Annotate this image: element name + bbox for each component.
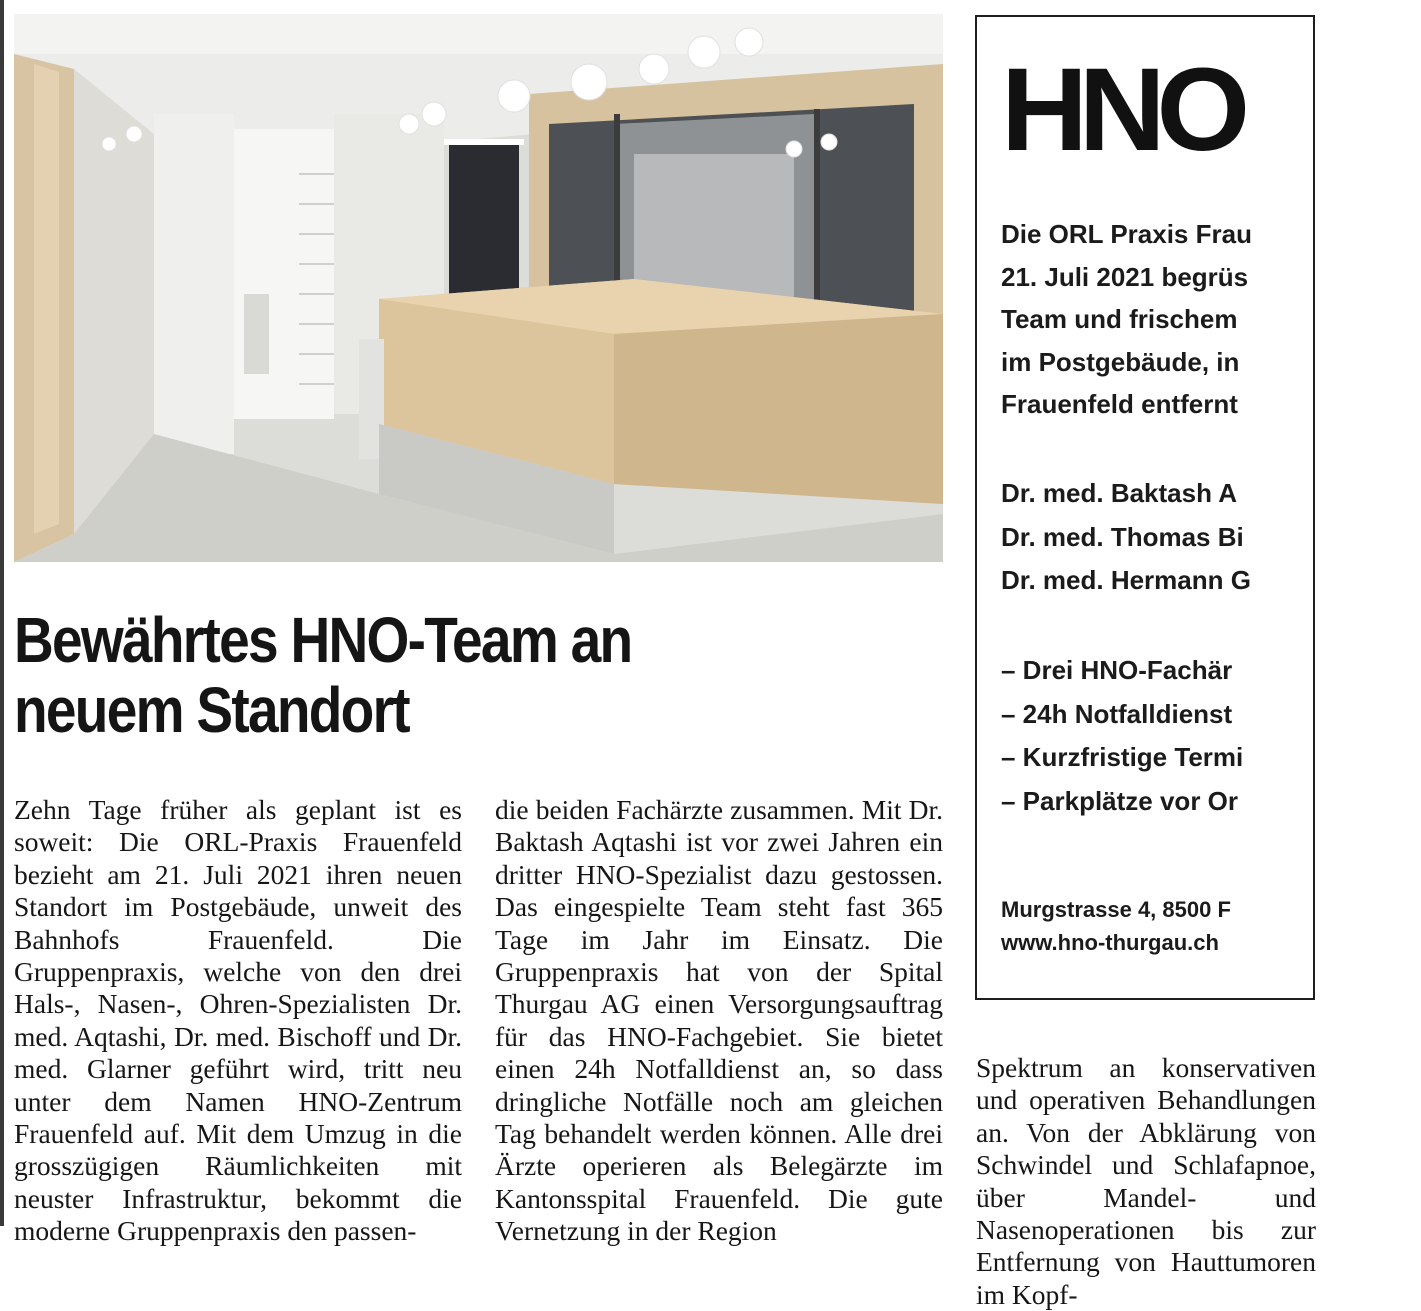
ad-doctor-item: Dr. med. Thomas Bi <box>1001 521 1244 552</box>
ad-doctor-item: Dr. med. Hermann G <box>1001 565 1251 595</box>
ad-address: Murgstrasse 4, 8500 F <box>1001 897 1231 922</box>
ad-feature-item: – Drei HNO-Fachär <box>1001 655 1233 685</box>
ad-intro-line: Team und frischem <box>1001 304 1238 334</box>
ad-doctor-list <box>1001 472 1251 603</box>
article-headline <box>14 605 814 745</box>
ad-intro-line: Frauenfeld entfernt <box>1001 389 1238 419</box>
article-column-3: Spektrum an konservativen und operativen Behandlungen an. Von der Abklärung von Schwindel und Schlafapnoe, über Mandel- und Nasenoperationen bis zur Entfernung von Hauttumoren im Kopf- <box>976 1052 1316 1310</box>
ad-intro-line: 21. Juli 2021 begrüs <box>1001 261 1249 292</box>
ad-doctor-item: Dr. med. Baktash A <box>1001 478 1238 508</box>
ad-contact <box>1001 893 1231 959</box>
reception-area-photo <box>14 14 943 562</box>
headline-line-1: Bewährtes HNO-Team an <box>14 604 632 676</box>
ad-feature-item: – Parkplätze vor Or <box>1001 785 1238 816</box>
ad-intro-line: Die ORL Praxis Frau <box>1001 219 1252 249</box>
article-column-2: die beiden Fachärzte zusammen. Mit Dr. Baktash Aqtashi ist vor zwei Jahren ein dritter HNO-Spezialist dazu gestossen. Das eingespielte Team steht fast 365 Tage im Jahr im Einsatz. Die Gruppenpraxis hat von der Spital Thurgau AG einen Versorgungsauftrag für das HNO-Fachgebiet. Sie bietet einen 24h Notfalldienst an, so dass dringliche Notfälle noch am gleichen Tag behandelt werden können. Alle drei Ärzte operieren als Belegärzte im Kantonsspital Frauenfeld. Die gute Vernetzung in der Region <box>495 794 943 1247</box>
article-column-1: Zehn Tage früher als geplant ist es soweit: Die ORL-Praxis Frauenfeld bezieht am 21. Juli 2021 ihren neuen Standort im Postgebäude, unweit des Bahnhofs Frauenfeld. Die Gruppenpraxis, welche von den drei Hals-, Nasen-, Ohren-Spezialisten Dr. med. Aqtashi, Dr. med. Bischoff und Dr. med. Glarner geführt wird, tritt neu unter dem Namen HNO-Zentrum Frauenfeld auf. Mit dem Umzug in die grosszügigen Räumlichkeiten mit neuster Infrastruktur, bekommt die moderne Gruppenpraxis den passen- <box>14 794 462 1247</box>
ad-website-link[interactable]: www.hno-thurgau.ch <box>1001 930 1219 955</box>
page-edge-rule <box>0 0 4 1226</box>
headline-line-2: neuem Standort <box>14 674 409 746</box>
hno-advertisement-box <box>975 15 1315 1000</box>
hno-logo: HNO <box>1001 44 1241 176</box>
ad-intro-line: im Postgebäude, in <box>1001 346 1240 377</box>
ad-feature-item: – 24h Notfalldienst <box>1001 698 1233 729</box>
ad-intro-text <box>1001 213 1421 426</box>
ad-feature-item: – Kurzfristige Termi <box>1001 742 1244 772</box>
ad-feature-list <box>1001 649 1243 823</box>
